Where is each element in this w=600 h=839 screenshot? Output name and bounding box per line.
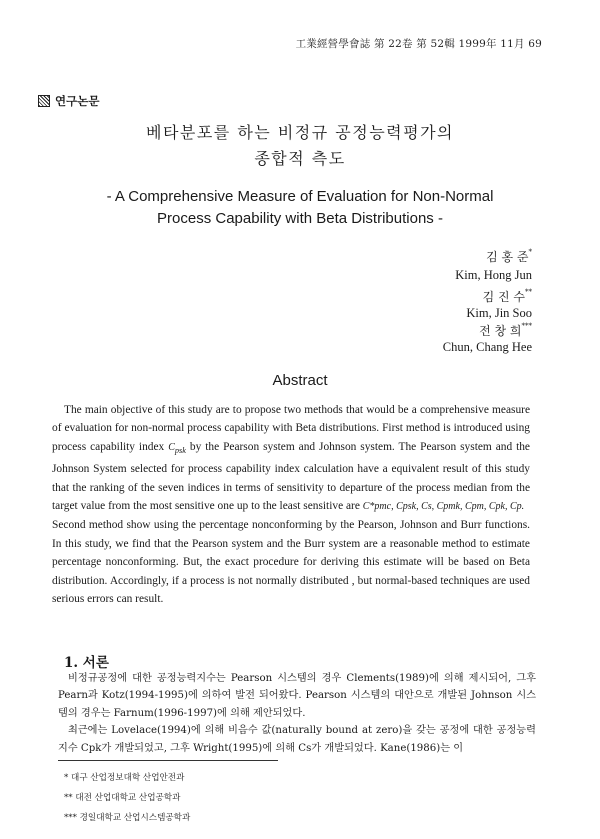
title-en-line-2: Process Capability with Beta Distributions - [157,210,443,227]
title-ko-line-1: 베타분포를 하는 비정규 공정능력평가의 [145,123,454,142]
section-1-heading: 1. 서론 [64,655,109,671]
footnotes [64,768,190,828]
abstract-heading: Abstract [272,372,328,389]
footnote-1: * 대구 산업정보대학 산업안전과 [64,773,185,783]
title-ko-line-2: 종합적 측도 [254,149,346,168]
footnote-3: *** 경일대학교 산업시스템공학과 [64,813,191,823]
author-1-ko: 김 홍 준* [486,248,532,264]
abstract-body [52,401,530,608]
section-1-paragraph-2: 최근에는 Lovelace(1994)에 의해 비음수 값(naturally bound at zero)을 갖는 공정에 대한 공정능력지수 Cpk가 개발되었고, 그후 Wright(1995)에 의해 Cs가 개발되었다. Kane(1986)는 이 [58,725,536,754]
index-symbol: $C_{psk}$ [168,441,186,455]
author-1-en: Kim, Hong Jun [455,268,532,282]
footnote-2: ** 대전 산업대학교 산업공학과 [64,793,181,803]
section-tag [38,93,99,109]
author-2-ko: 김 진 수** [482,288,532,304]
abstract-paragraph-2: Second method show using the percentage nonconforming by the Pearson, Johnson and Burr functions. In this study, we find that the Pearson system and the Burr system are a reasonable method to estimate percentage nonconforming. But, the exact procedure for deriving this estimate will be based on Beta distribution. Accordingly, if a process is not normally distributed , but normal-based techniques are used serious errors can result. [52,519,530,606]
section-1-body [58,670,536,757]
title-en-line-1: - A Comprehensive Measure of Evaluation for Non-Normal [106,188,494,205]
section-tag-label: 연구논문 [55,94,100,108]
abstract-paragraph-1: The main objective of this study are to propose two methods that would be a comprehensive measure of evaluation for non-normal process capability with Beta distributions. First method is introduced using process capability index $C_{psk}$ by the Pearson system and Johnson system. The Pearson system and the Johnson System selected for process capability index calculation have a equivalent result of this study that the ranking of the seven indices in terms of sensitivity to departure of the process median from the target value from the most sensitive one up to the least sensitive are C*pmc, Cpsk, Cs, Cpmk, Cpm, Cpk, Cp. [52,404,530,513]
author-3-en: Chun, Chang Hee [442,340,532,354]
footnote-divider [58,760,278,761]
author-2-en: Kim, Jin Soo [466,306,532,320]
author-3-ko: 전 창 희*** [479,322,532,338]
section-1-paragraph-1: 비정규공정에 대한 공정능력지수는 Pearson 시스템의 경우 Clements(1989)에 의해 제시되어, 그후 Pearn과 Kotz(1994-1995)에 의하여 발전 되어왔다. Pearson 시스템의 대안으로 개발된 Johnson 시스템의 경우는 Farnum(1996-1997)에 의해 제안되었다. [58,673,536,719]
running-header: 工業經營學會誌 第 22卷 第 52輯 1999年 11月 69 [295,38,542,50]
hatched-square-icon [38,95,50,107]
index-ranking-list: C*pmc, Cpsk, Cs, Cpmk, Cpm, Cpk, Cp. [362,501,525,513]
